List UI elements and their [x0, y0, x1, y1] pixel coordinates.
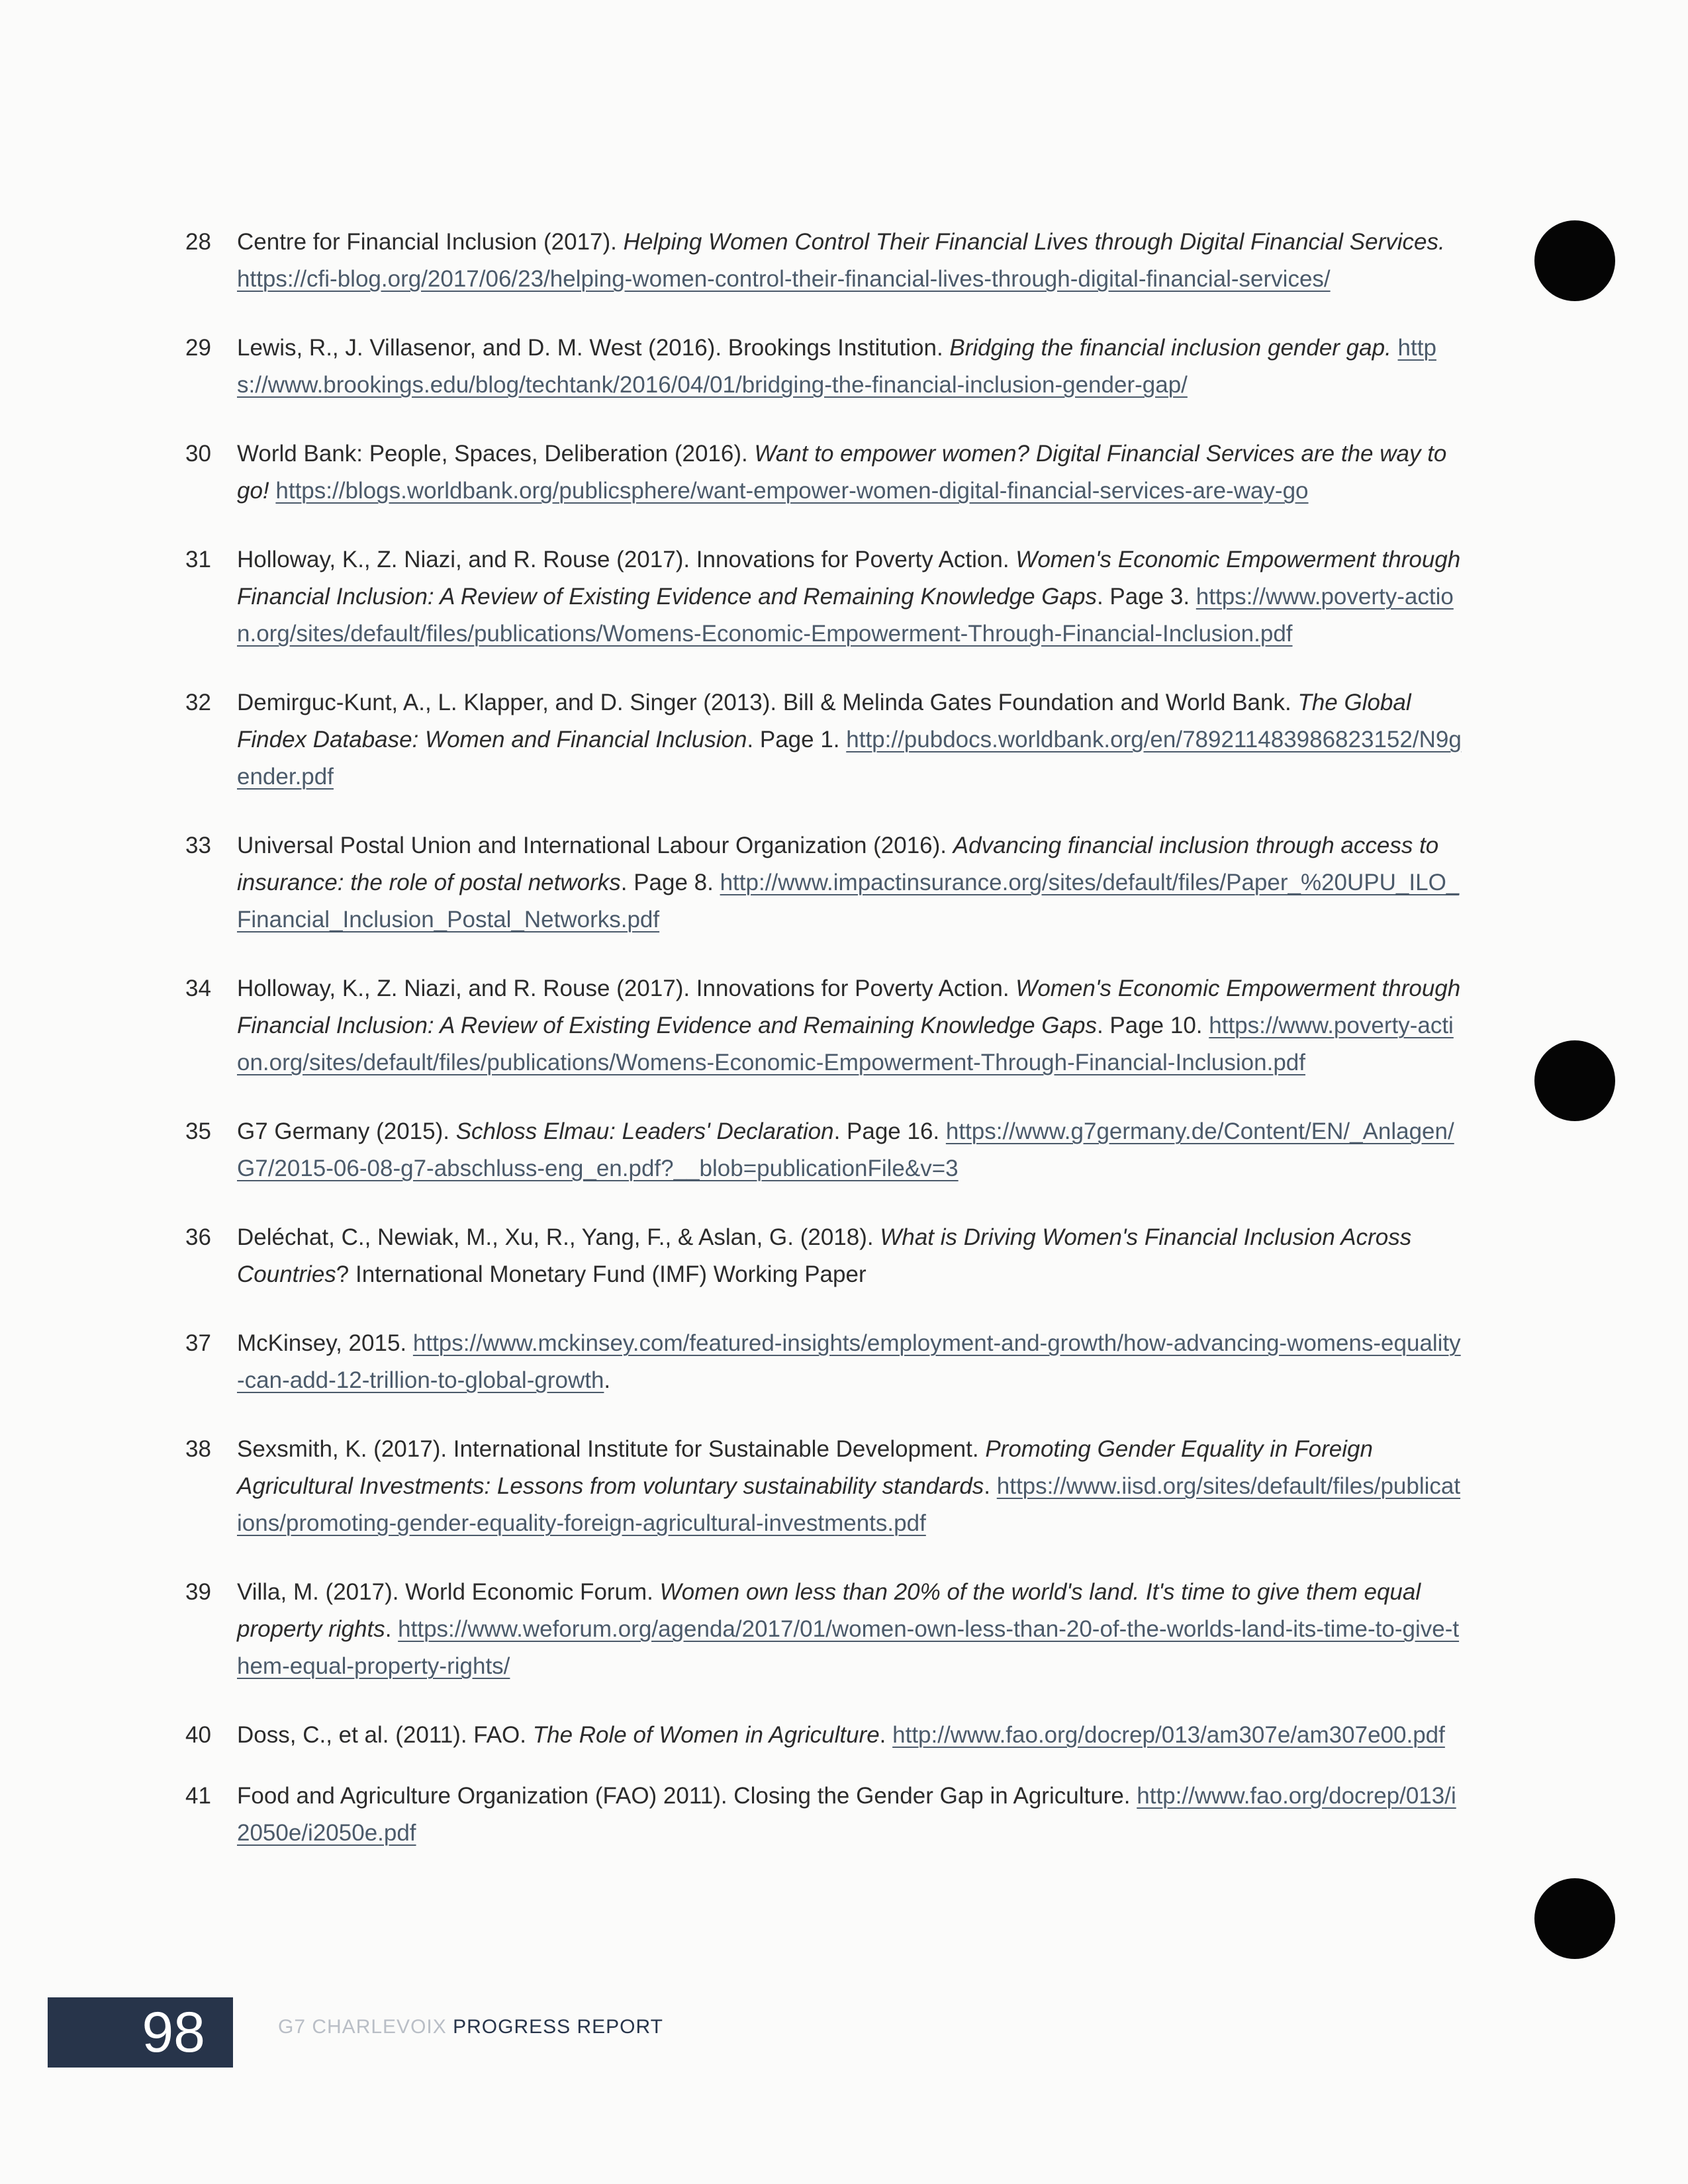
endnote-text: [237, 684, 1463, 796]
endnote-number: 28: [185, 229, 211, 255]
endnote-link[interactable]: http://pubdocs.worldbank.org/en/789211483986823152/N9gender.pdf: [237, 727, 1462, 790]
endnote-text: [237, 224, 1463, 298]
report-title: [278, 2016, 663, 2038]
endnote-citation: Holloway, K., Z. Niazi, and R. Rouse (2017). Innovations for Poverty Action.: [237, 976, 1016, 1001]
endnote-title: Bridging the financial inclusion gender gap.: [949, 335, 1391, 361]
endnote-link[interactable]: https://blogs.worldbank.org/publicsphere/want-empower-women-digital-financial-services-are-way-go: [275, 478, 1309, 504]
endnote-number: 35: [185, 1118, 211, 1144]
endnote-text: [237, 970, 1463, 1081]
endnote-citation-detail: . Page 10.: [1096, 1013, 1209, 1038]
endnote-citation-detail: ? International Monetary Fund (IMF) Working Paper: [336, 1261, 867, 1287]
endnote-number: 33: [185, 833, 211, 858]
endnote-title: Advancing financial inclusion through access to insurance: the role of postal networks: [237, 833, 1439, 895]
endnote-link[interactable]: http://www.impactinsurance.org/sites/default/files/Paper_%20UPU_ILO_Financial_Inclusion_Postal_Networks.pdf: [237, 870, 1460, 933]
endnote-link[interactable]: https://www.mckinsey.com/featured-insights/employment-and-growth/how-advancing-womens-equality-can-add-12-trillion-to-global-growth: [237, 1330, 1461, 1393]
endnote-citation-detail: . Page 1.: [747, 727, 847, 752]
endnote-title: Women own less than 20% of the world's land. It's time to give them equal property rights: [237, 1579, 1421, 1642]
endnote-citation: Lewis, R., J. Villasenor, and D. M. West (2016). Brookings Institution.: [237, 335, 950, 361]
endnote-title: Women's Economic Empowerment through Financial Inclusion: A Review of Existing Evidence and Remaining Knowledge Gaps: [237, 547, 1461, 610]
page-number: 98: [142, 2001, 205, 2064]
endnote-item: [185, 435, 1463, 510]
endnote-text: [237, 1778, 1463, 1852]
endnote-citation-detail: [1391, 335, 1398, 361]
endnote-number: 40: [185, 1722, 211, 1748]
endnote-citation-detail: .: [385, 1616, 399, 1642]
endnote-item: [185, 1431, 1463, 1542]
endnote-number: 29: [185, 335, 211, 361]
endnote-citation: Holloway, K., Z. Niazi, and R. Rouse (2017). Innovations for Poverty Action.: [237, 547, 1016, 572]
endnote-link[interactable]: https://www.g7germany.de/Content/EN/_Anlagen/G7/2015-06-08-g7-abschluss-eng_en.pdf?__blob=publicationFile&v=3: [237, 1118, 1454, 1181]
endnote-link[interactable]: https://www.brookings.edu/blog/techtank/2016/04/01/bridging-the-financial-inclusion-gender-gap/: [237, 335, 1436, 398]
endnote-citation: Food and Agriculture Organization (FAO) 2011). Closing the Gender Gap in Agriculture.: [237, 1783, 1137, 1809]
endnote-item: [185, 1574, 1463, 1685]
endnote-item: [185, 1113, 1463, 1187]
binder-hole-middle: [1534, 1040, 1615, 1121]
endnotes-list: [185, 224, 1463, 1852]
endnote-item: [185, 827, 1463, 938]
endnote-item: [185, 1717, 1463, 1754]
endnote-citation: Villa, M. (2017). World Economic Forum.: [237, 1579, 660, 1605]
endnote-text: [237, 827, 1463, 938]
endnote-citation: World Bank: People, Spaces, Deliberation (2016).: [237, 441, 755, 467]
endnote-citation-detail: . Page 3.: [1096, 584, 1196, 610]
endnote-citation: Universal Postal Union and International Labour Organization (2016).: [237, 833, 953, 858]
endnote-item: [185, 1325, 1463, 1399]
endnote-citation-detail: . Page 8.: [620, 870, 720, 895]
endnote-item: [185, 684, 1463, 796]
endnote-title: Women's Economic Empowerment through Financial Inclusion: A Review of Existing Evidence and Remaining Knowledge Gaps: [237, 976, 1461, 1038]
endnote-item: [185, 541, 1463, 653]
endnote-title: Helping Women Control Their Financial Lives through Digital Financial Services.: [623, 229, 1445, 255]
endnote-number: 31: [185, 547, 211, 572]
endnote-text: [237, 330, 1463, 404]
endnote-text: [237, 1325, 1463, 1399]
endnote-link[interactable]: https://www.weforum.org/agenda/2017/01/women-own-less-than-20-of-the-worlds-land-its-time-to-give-them-equal-property-rights/: [237, 1616, 1460, 1679]
endnote-item: [185, 1778, 1463, 1852]
endnote-number: 32: [185, 690, 211, 715]
endnote-title: The Global Findex Database: Women and Financial Inclusion: [237, 690, 1411, 752]
endnote-citation-detail: . Page 16.: [833, 1118, 946, 1144]
endnote-trailing: .: [604, 1367, 611, 1393]
endnote-number: 39: [185, 1579, 211, 1605]
endnote-title: What is Driving Women's Financial Inclusion Across Countries: [237, 1224, 1412, 1287]
endnote-item: [185, 1219, 1463, 1293]
report-title-prefix: G7 CHARLEVOIX: [278, 2016, 447, 2038]
endnote-title: The Role of Women in Agriculture: [532, 1722, 880, 1748]
endnote-title: Want to empower women? Digital Financial Services are the way to go!: [237, 441, 1447, 504]
endnote-citation-detail: [269, 478, 276, 504]
endnote-text: [237, 1574, 1463, 1685]
endnote-link[interactable]: https://cfi-blog.org/2017/06/23/helping-women-control-their-financial-lives-through-digital-financial-services/: [237, 266, 1331, 292]
endnote-link[interactable]: https://www.poverty-action.org/sites/default/files/publications/Womens-Economic-Empowerment-Through-Financial-Inclusion.pdf: [237, 1013, 1454, 1075]
endnote-number: 34: [185, 976, 211, 1001]
endnote-citation: McKinsey, 2015.: [237, 1330, 413, 1356]
endnote-link[interactable]: https://www.iisd.org/sites/default/files/publications/promoting-gender-equality-foreign-agricultural-investments.pdf: [237, 1473, 1461, 1536]
endnote-citation: Doss, C., et al. (2011). FAO.: [237, 1722, 533, 1748]
endnote-text: [237, 1717, 1463, 1754]
endnote-item: [185, 970, 1463, 1081]
endnote-citation: Sexsmith, K. (2017). International Institute for Sustainable Development.: [237, 1436, 986, 1462]
binder-hole-top: [1534, 220, 1615, 301]
endnote-citation-detail: .: [984, 1473, 997, 1499]
endnote-number: 41: [185, 1783, 211, 1809]
binder-hole-bottom: [1534, 1878, 1615, 1959]
endnote-link[interactable]: http://www.fao.org/docrep/013/i2050e/i2050e.pdf: [237, 1783, 1456, 1846]
endnote-text: [237, 541, 1463, 653]
endnote-title: Schloss Elmau: Leaders' Declaration: [455, 1118, 834, 1144]
endnote-text: [237, 435, 1463, 510]
endnote-link[interactable]: https://www.poverty-action.org/sites/default/files/publications/Womens-Economic-Empowerment-Through-Financial-Inclusion.pdf: [237, 584, 1454, 647]
endnote-link[interactable]: http://www.fao.org/docrep/013/am307e/am307e00.pdf: [892, 1722, 1445, 1748]
endnote-item: [185, 224, 1463, 298]
endnote-citation-detail: .: [879, 1722, 893, 1748]
endnote-citation: Deléchat, C., Newiak, M., Xu, R., Yang, F., & Aslan, G. (2018).: [237, 1224, 880, 1250]
endnote-text: [237, 1431, 1463, 1542]
endnote-citation: G7 Germany (2015).: [237, 1118, 456, 1144]
endnote-number: 37: [185, 1330, 211, 1356]
endnote-citation: Demirguc-Kunt, A., L. Klapper, and D. Singer (2013). Bill & Melinda Gates Foundation and World Bank.: [237, 690, 1298, 715]
endnote-number: 30: [185, 441, 211, 467]
endnote-item: [185, 330, 1463, 404]
endnote-text: [237, 1219, 1463, 1293]
endnote-number: 38: [185, 1436, 211, 1462]
endnote-title: Promoting Gender Equality in Foreign Agricultural Investments: Lessons from voluntary sustainability standards: [237, 1436, 1373, 1499]
report-title-text: PROGRESS REPORT: [453, 2016, 663, 2038]
endnote-citation: Centre for Financial Inclusion (2017).: [237, 229, 624, 255]
endnote-text: [237, 1113, 1463, 1187]
endnote-number: 36: [185, 1224, 211, 1250]
